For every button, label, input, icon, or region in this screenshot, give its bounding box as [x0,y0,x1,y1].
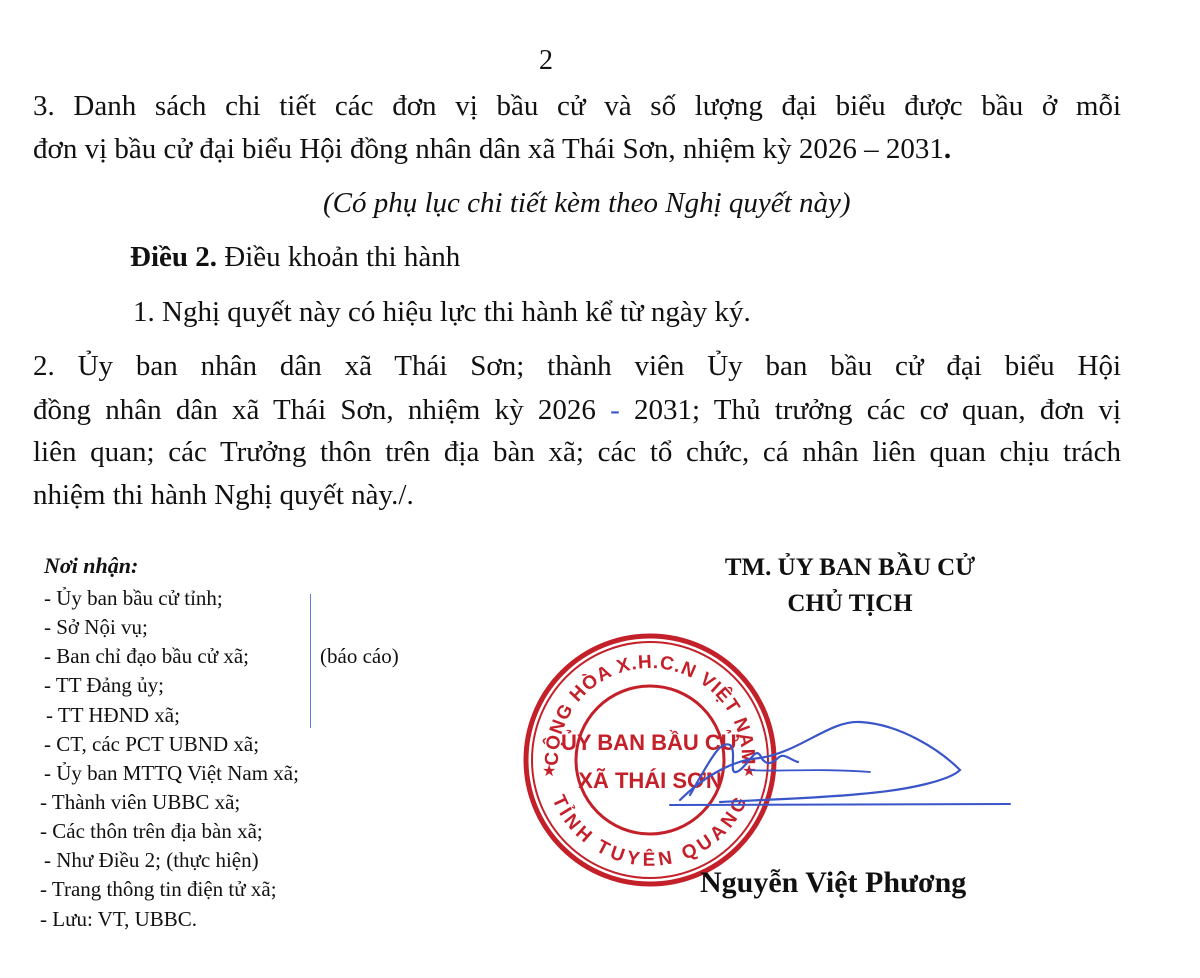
recipient-item: - Lưu: VT, UBBC. [40,907,198,931]
clause1: 1. Nghị quyết này có hiệu lực thi hành kể từ ngày ký. [133,296,751,328]
recipient-item: - Trang thông tin điện tử xã; [40,877,277,901]
clause2-line2-dash: - [610,394,620,426]
clause2-line4: nhiệm thi hành Nghị quyết này./. [33,479,414,511]
recipient-item: - CT, các PCT UBND xã; [44,732,260,756]
seal-star-right-icon: ★ [742,761,757,780]
signature-position: CHỦ TỊCH [787,590,913,617]
recipient-item: - TT Đảng ủy; [44,673,164,697]
clause2-line3: liên quan; các Trưởng thôn trên địa bàn xã; các tổ chức, cá nhân liên quan chịu trách [33,436,1121,468]
seal-outer-bottom-text: TỈNH TUYÊN QUANG [547,792,753,871]
page-number: 2 [539,45,553,76]
item3-line2-text: đơn vị bầu cử đại biểu Hội đồng nhân dân xã Thái Sơn, nhiệm kỳ 2026 – 2031 [33,133,944,165]
handwritten-signature [660,700,1020,830]
clause2-line1: 2. Ủy ban nhân dân xã Thái Sơn; thành viên Ủy ban bầu cử đại biểu Hội [33,350,1121,382]
recipient-item: - Ủy ban bầu cử tỉnh; [44,586,223,610]
recipients-bracket-line [310,594,311,728]
recipient-item: - Các thôn trên địa bàn xã; [40,819,263,843]
item3-line2-end: . [943,133,952,165]
clause2-line2-b: 2031; Thủ trưởng các cơ quan, đơn vị [619,394,1121,426]
appendix-note: (Có phụ lục chi tiết kèm theo Nghị quyết này) [323,187,851,219]
recipient-item: - Ban chỉ đạo bầu cử xã; [44,644,249,668]
recipient-item: - Ủy ban MTTQ Việt Nam xã; [44,761,299,785]
clause2-line2 [33,396,1121,425]
signature-title: TM. ỦY BAN BẦU CỬ [724,554,976,581]
recipients-group-note: (báo cáo) [320,644,399,668]
recipient-item: - Thành viên UBBC xã; [40,790,241,814]
article2-heading [130,243,460,272]
seal-outer-top-text: CỘNG HÒA X.H.C.N VIỆT NAM [541,651,759,766]
signer-name: Nguyễn Việt Phương [700,866,967,899]
seal-star-left-icon: ★ [542,761,557,780]
recipient-item: - Sở Nội vụ; [44,615,148,639]
item3-line1: 3. Danh sách chi tiết các đơn vị bầu cử và số lượng đại biểu được bầu ở mỗi [33,90,1121,122]
article2-label: Điều 2. [130,241,217,273]
article2-title: Điều khoản thi hành [224,241,461,273]
clause2-line2-a: đồng nhân dân xã Thái Sơn, nhiệm kỳ 2026 [33,394,611,426]
recipients-title: Nơi nhận: [44,553,139,578]
recipient-item: - TT HĐND xã; [46,703,180,727]
item3-line2 [33,135,951,164]
seal-center-line1: ỦY BAN BẦU CỬ [561,730,739,755]
seal-center-line2: XÃ THÁI SƠN [578,768,722,793]
recipient-item: - Như Điều 2; (thực hiện) [44,848,259,872]
